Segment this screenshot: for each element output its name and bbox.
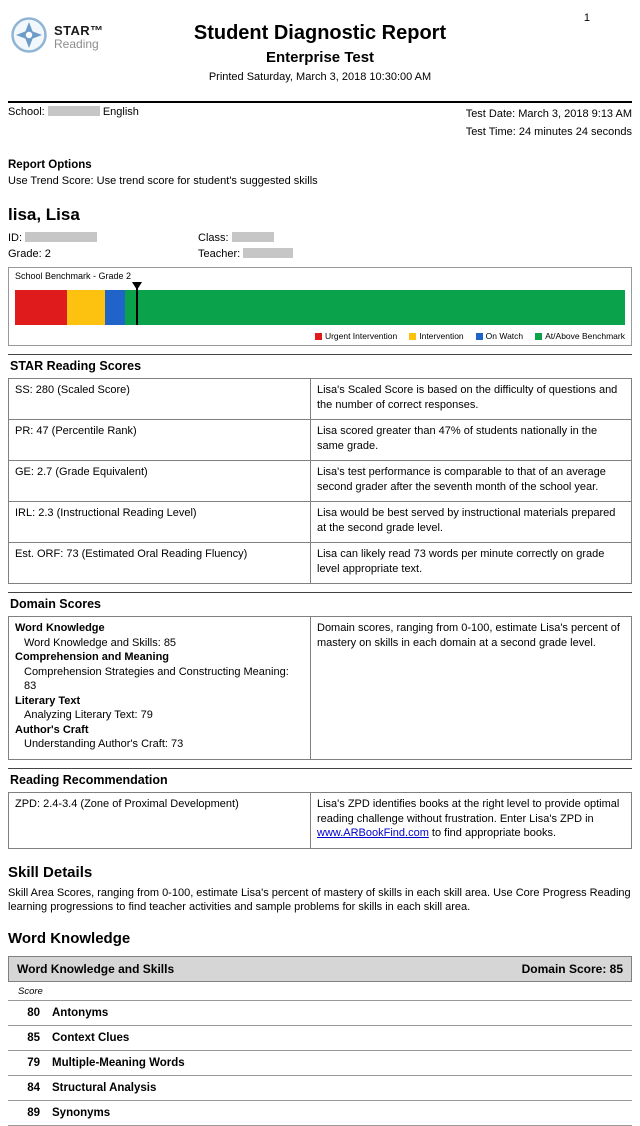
skill-details-desc: Skill Area Scores, ranging from 0-100, estimate Lisa's percent of mastery of skills in each skill area. Use Core Progress Reading learning progressions to find teacher activities and sample problems for skills in each skill area. bbox=[8, 886, 631, 914]
scores-table bbox=[8, 378, 632, 584]
skill-row bbox=[8, 1051, 632, 1076]
legend-item bbox=[315, 331, 397, 341]
legend-item bbox=[409, 331, 463, 341]
table-row bbox=[9, 461, 632, 502]
skill-name: Antonyms bbox=[52, 1007, 109, 1020]
benchmark-title: School Benchmark - Grade 2 bbox=[15, 271, 132, 282]
report-subtitle: Enterprise Test bbox=[265, 49, 375, 66]
score-label: Est. ORF: 73 (Estimated Oral Reading Fluency) bbox=[9, 543, 311, 584]
redacted-student-id bbox=[25, 232, 97, 242]
score-desc: Lisa would be best served by instructional materials prepared at the second grade level. bbox=[311, 502, 632, 543]
skill-name: Synonyms bbox=[52, 1107, 111, 1120]
skill-row bbox=[8, 1101, 632, 1126]
redacted-class bbox=[232, 232, 274, 242]
wk-table-title: Word Knowledge and Skills bbox=[17, 962, 175, 977]
zpd-label: ZPD: 2.4-3.4 (Zone of Proximal Development) bbox=[9, 792, 311, 848]
logo-brand-text: STAR™ bbox=[54, 22, 104, 38]
table-row bbox=[9, 792, 632, 848]
domain-score-line: Understanding Author's Craft: 73 bbox=[24, 738, 184, 751]
legend-label: On Watch bbox=[485, 331, 524, 342]
legend-item bbox=[476, 331, 523, 341]
score-desc: Lisa scored greater than 47% of students nationally in the same grade. bbox=[311, 420, 632, 461]
legend-item bbox=[535, 331, 625, 341]
domain-list bbox=[9, 617, 311, 760]
zpd-desc-before: Lisa's ZPD identifies books at the right level to provide optimal reading challenge without frustration. Enter Lisa's ZPD in bbox=[317, 797, 620, 825]
student-teacher-line bbox=[198, 248, 293, 260]
domain-category: Author's Craft bbox=[15, 723, 89, 736]
benchmark-segment-urgent-intervention bbox=[15, 290, 67, 325]
table-row bbox=[9, 379, 632, 420]
skill-name: Context Clues bbox=[52, 1032, 130, 1045]
meta-row bbox=[8, 103, 632, 141]
school-line bbox=[8, 106, 139, 141]
benchmark-segment-on-watch bbox=[105, 290, 125, 325]
wk-domain-score: Domain Score: 85 bbox=[521, 962, 623, 977]
skill-row bbox=[8, 1001, 632, 1026]
benchmark-bar bbox=[15, 290, 625, 325]
table-row bbox=[9, 420, 632, 461]
benchmark-segment-intervention bbox=[67, 290, 105, 325]
benchmark-chart bbox=[8, 267, 632, 346]
domain-score-line: Word Knowledge and Skills: 85 bbox=[24, 636, 177, 649]
zpd-desc-after: to find appropriate books. bbox=[428, 827, 557, 840]
teacher-label: Teacher: bbox=[198, 248, 241, 261]
table-row bbox=[9, 502, 632, 543]
domain-desc: Domain scores, ranging from 0-100, estimate Lisa's percent of mastery on skills in each domain at a second grade level. bbox=[311, 617, 632, 760]
legend-label: Intervention bbox=[419, 331, 464, 342]
domain-score-line: Comprehension Strategies and Constructing Meaning: 83 bbox=[24, 665, 289, 693]
id-label: ID: bbox=[8, 232, 23, 245]
printed-timestamp: Printed Saturday, March 3, 2018 10:30:00 AM bbox=[208, 71, 432, 83]
score-label: GE: 2.7 (Grade Equivalent) bbox=[9, 461, 311, 502]
zpd-desc bbox=[311, 792, 632, 848]
skill-score: 80 bbox=[27, 1007, 40, 1020]
domain-category: Comprehension and Meaning bbox=[15, 651, 170, 664]
table-row bbox=[9, 617, 632, 760]
legend-label: Urgent Intervention bbox=[324, 331, 398, 342]
redacted-school-name bbox=[48, 106, 100, 116]
skill-name: Structural Analysis bbox=[52, 1082, 157, 1095]
score-desc: Lisa can likely read 73 words per minute correctly on grade level appropriate text. bbox=[311, 543, 632, 584]
report-options-line: Use Trend Score: Use trend score for student's suggested skills bbox=[8, 175, 318, 188]
report-header bbox=[8, 0, 632, 98]
word-knowledge-heading: Word Knowledge bbox=[8, 930, 131, 948]
report-options bbox=[8, 159, 632, 187]
table-row bbox=[9, 543, 632, 584]
legend-swatch-icon bbox=[315, 333, 322, 340]
arbookfind-link[interactable]: www.ARBookFind.com bbox=[317, 827, 429, 840]
page-number: 1 bbox=[583, 12, 590, 24]
benchmark-legend bbox=[315, 331, 625, 341]
star-reading-logo bbox=[10, 16, 103, 57]
student-info bbox=[8, 232, 632, 260]
school-label: School: bbox=[8, 106, 45, 118]
grade-value: 2 bbox=[44, 248, 51, 261]
grade-label: Grade: bbox=[8, 248, 42, 261]
score-desc: Lisa's test performance is comparable to that of an average second grader after the seventh month of the school year. bbox=[311, 461, 632, 502]
section-domain-scores: Domain Scores bbox=[8, 592, 632, 616]
score-desc: Lisa's Scaled Score is based on the difficulty of questions and the number of correct responses. bbox=[311, 379, 632, 420]
section-star-reading-scores: STAR Reading Scores bbox=[8, 354, 632, 378]
word-knowledge-table-header bbox=[8, 956, 632, 982]
skill-name: Multiple-Meaning Words bbox=[52, 1057, 185, 1070]
skill-score: 85 bbox=[27, 1032, 40, 1045]
domain-category: Word Knowledge bbox=[15, 622, 105, 635]
skill-score: 79 bbox=[27, 1057, 40, 1070]
score-column-label: Score bbox=[8, 982, 632, 1001]
legend-label: At/Above Benchmark bbox=[545, 331, 625, 342]
score-label: IRL: 2.3 (Instructional Reading Level) bbox=[9, 502, 311, 543]
star-logo-icon bbox=[10, 16, 48, 57]
domain-scores-table bbox=[8, 616, 632, 760]
section-reading-recommendation: Reading Recommendation bbox=[8, 768, 632, 792]
skill-details-heading: Skill Details bbox=[8, 863, 93, 881]
legend-swatch-icon bbox=[476, 333, 483, 340]
domain-category: Literary Text bbox=[15, 694, 81, 707]
logo-product-text: Reading bbox=[54, 36, 99, 51]
legend-swatch-icon bbox=[535, 333, 542, 340]
student-grade-line bbox=[8, 248, 198, 260]
page-title: Student Diagnostic Report bbox=[193, 22, 447, 44]
score-label: SS: 280 (Scaled Score) bbox=[9, 379, 311, 420]
student-name: lisa, Lisa bbox=[8, 205, 80, 225]
score-label: PR: 47 (Percentile Rank) bbox=[9, 420, 311, 461]
test-date: Test Date: March 3, 2018 9:13 AM bbox=[465, 108, 632, 120]
skill-row bbox=[8, 1076, 632, 1101]
marker-line bbox=[136, 283, 138, 325]
benchmark-segment-at-above-benchmark bbox=[125, 290, 625, 325]
student-class-line bbox=[198, 232, 293, 244]
legend-swatch-icon bbox=[409, 333, 416, 340]
report-options-title: Report Options bbox=[8, 159, 92, 172]
test-time: Test Time: 24 minutes 24 seconds bbox=[465, 125, 632, 138]
student-id-line bbox=[8, 232, 198, 244]
domain-score-line: Analyzing Literary Text: 79 bbox=[24, 709, 153, 722]
recommendation-table bbox=[8, 792, 632, 849]
school-visible-text: English bbox=[102, 106, 139, 118]
skill-score: 89 bbox=[27, 1107, 40, 1120]
skill-score: 84 bbox=[27, 1082, 40, 1095]
redacted-teacher bbox=[243, 248, 293, 258]
skill-row bbox=[8, 1026, 632, 1051]
class-label: Class: bbox=[198, 232, 229, 245]
